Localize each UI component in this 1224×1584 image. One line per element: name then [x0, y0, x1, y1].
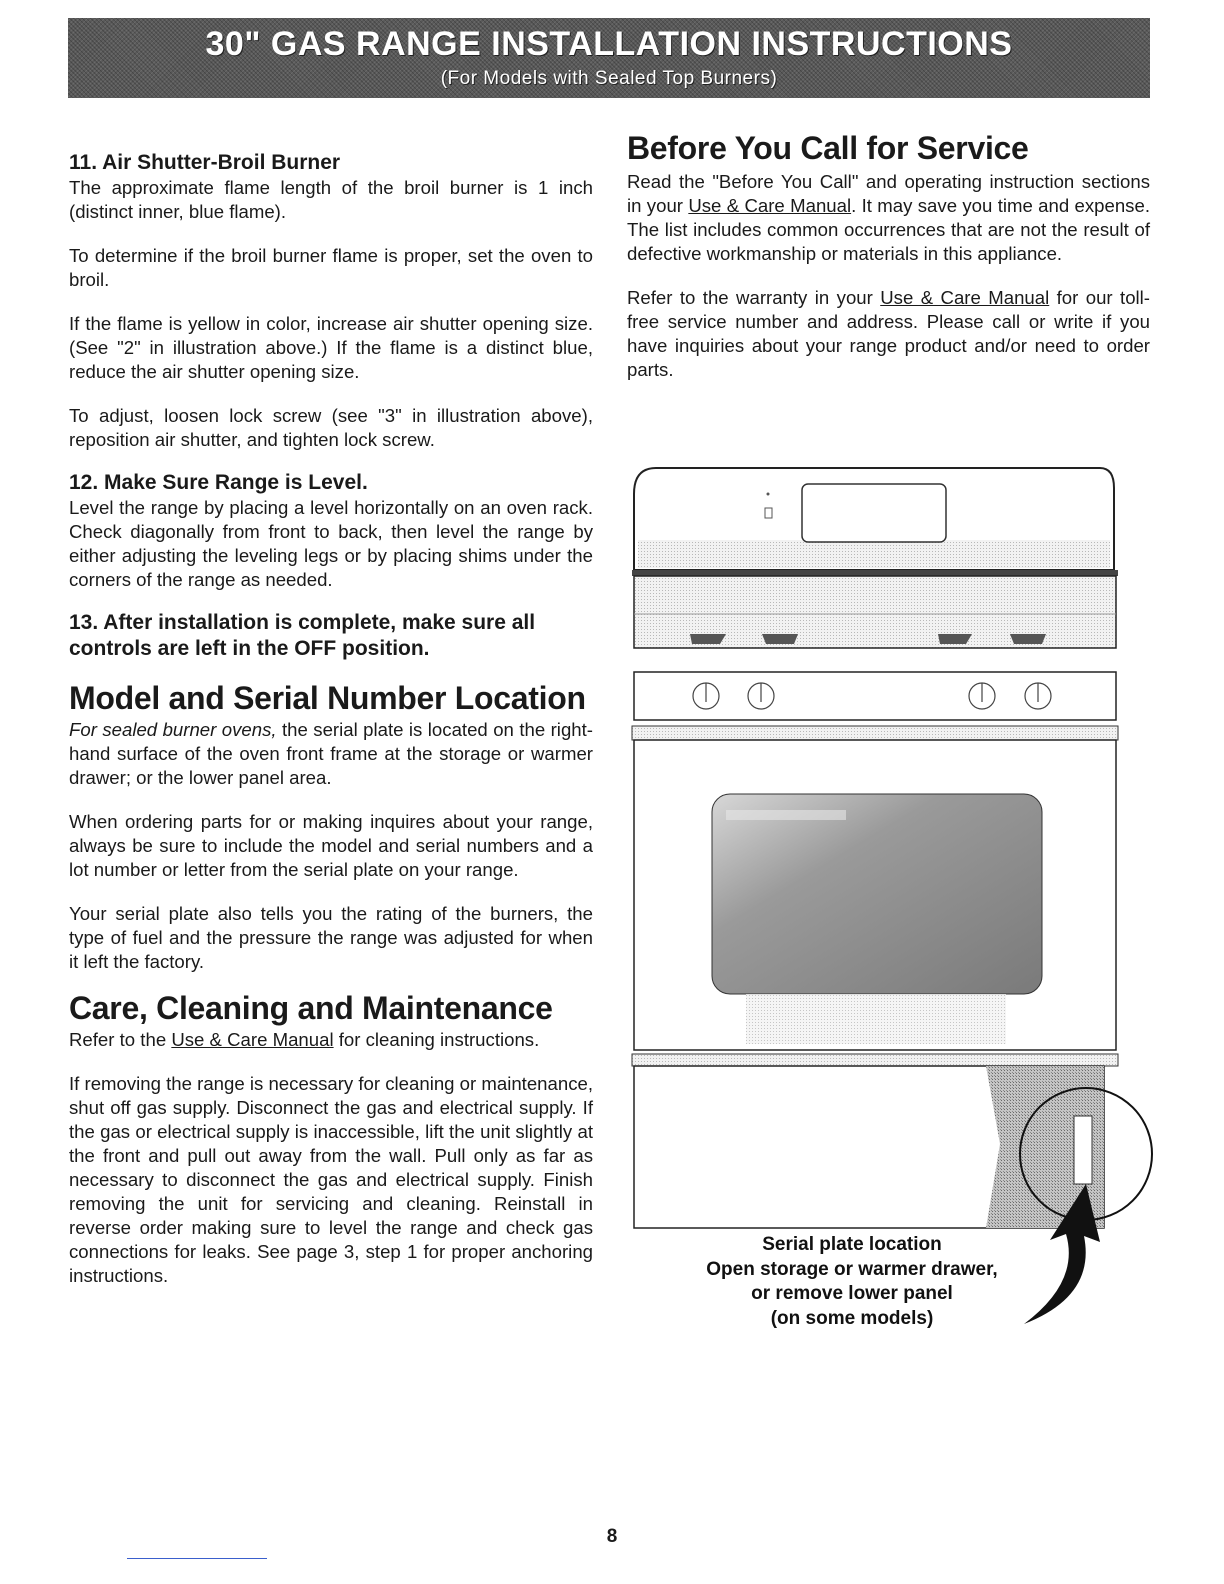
model-serial-p1-rest: the serial plate is located on the right-hand surface of the oven front frame at the storage or warmer drawer; or the lower panel area.: [69, 719, 593, 788]
caption-line-4: (on some models): [770, 1307, 934, 1329]
model-serial-p2: When ordering parts for or making inquires about your range, always be sure to include the model and serial numbers and a lot number or letter from the serial plate on your range.: [69, 811, 593, 880]
service-p1-b: . It may save you time and expense. The list includes common occurrences that are not the result of defective workmanship or materials in this appliance.: [627, 195, 1150, 264]
header-banner: [68, 18, 1150, 98]
service-p2-b: for our toll-free service number and address. Please call or write if you have inquiries about your range product and/or need to order parts.: [627, 287, 1150, 380]
section-11-p3: If the flame is yellow in color, increase air shutter opening size. (See "2" in illustration above.) If the flame is a distinct blue, reduce the air shutter opening size.: [69, 313, 593, 382]
range-illustration: [626, 464, 1156, 1344]
service-p2: [627, 286, 1150, 382]
section-11-p4: To adjust, loosen lock screw (see "3" in illustration above), reposition air shutter, and tighten lock screw.: [69, 405, 593, 450]
page-title: 30" GAS RANGE INSTALLATION INSTRUCTIONS: [205, 25, 1013, 63]
gas-range-drawing: [626, 464, 1156, 1344]
model-serial-p1: [69, 718, 593, 790]
use-care-manual-link[interactable]: Use & Care Manual: [880, 287, 1050, 308]
page-number: 8: [606, 1526, 618, 1547]
section-13-heading: 13. After installation is complete, make sure all controls are left in the OFF position.: [69, 611, 536, 660]
section-12-p1: Level the range by placing a level horizontally on an oven rack. Check diagonally from front to back, then level the range by either adjusting the leveling legs or by placing shims under the corners of the range as needed.: [69, 497, 593, 590]
care-p1-b: for cleaning instructions.: [333, 1029, 540, 1050]
service-p2-a: Refer to the warranty in your: [627, 287, 881, 308]
care-p1-a: Refer to the: [69, 1029, 172, 1050]
model-serial-p3: Your serial plate also tells you the rating of the burners, the type of fuel and the pressure the range was adjusted for when it left the factory.: [69, 903, 593, 972]
caption-line-1: Serial plate location: [762, 1234, 942, 1255]
use-care-manual-link[interactable]: Use & Care Manual: [171, 1029, 334, 1050]
service-heading: Before You Call for Service: [627, 130, 1029, 166]
section-12-heading: 12. Make Sure Range is Level.: [69, 471, 368, 494]
footer-divider: [127, 1558, 267, 1559]
service-p1-a: Read the "Before You Call" and operating instruction sections in your: [627, 171, 1150, 216]
care-p2: If removing the range is necessary for cleaning or maintenance, shut off gas supply. Disconnect the gas and electrical supply. If the gas or electrical supply is inaccessible, lift the unit slightly at the front and pull out away from the wall. Pull only as far as necessary to disconnect the gas and electrical supply. Finish removing the unit for servicing and cleaning. Reinstall in reverse order making sure to level the range and check gas connections for leaks. See page 3, step 1 for proper anchoring instructions.: [69, 1073, 594, 1286]
page-subtitle: (For Models with Sealed Top Burners): [440, 68, 778, 89]
use-care-manual-link[interactable]: Use & Care Manual: [688, 195, 852, 216]
left-column: [69, 150, 593, 1288]
model-serial-p1-em: For sealed burner ovens,: [69, 719, 277, 740]
care-p1: [69, 1028, 593, 1052]
model-serial-heading: Model and Serial Number Location: [69, 680, 586, 716]
section-11-p2: To determine if the broil burner flame is proper, set the oven to broil.: [69, 245, 593, 290]
care-heading: Care, Cleaning and Maintenance: [69, 990, 553, 1026]
section-11-heading: 11. Air Shutter-Broil Burner: [69, 151, 341, 174]
right-column: [627, 128, 1150, 382]
caption-line-2: Open storage or warmer drawer,: [706, 1258, 998, 1280]
serial-plate-caption: [662, 1233, 1042, 1331]
section-11-p1: The approximate flame length of the broil burner is 1 inch (distinct inner, blue flame).: [69, 177, 593, 222]
caption-line-3: or remove lower panel: [751, 1283, 953, 1304]
service-p1: [627, 170, 1150, 266]
